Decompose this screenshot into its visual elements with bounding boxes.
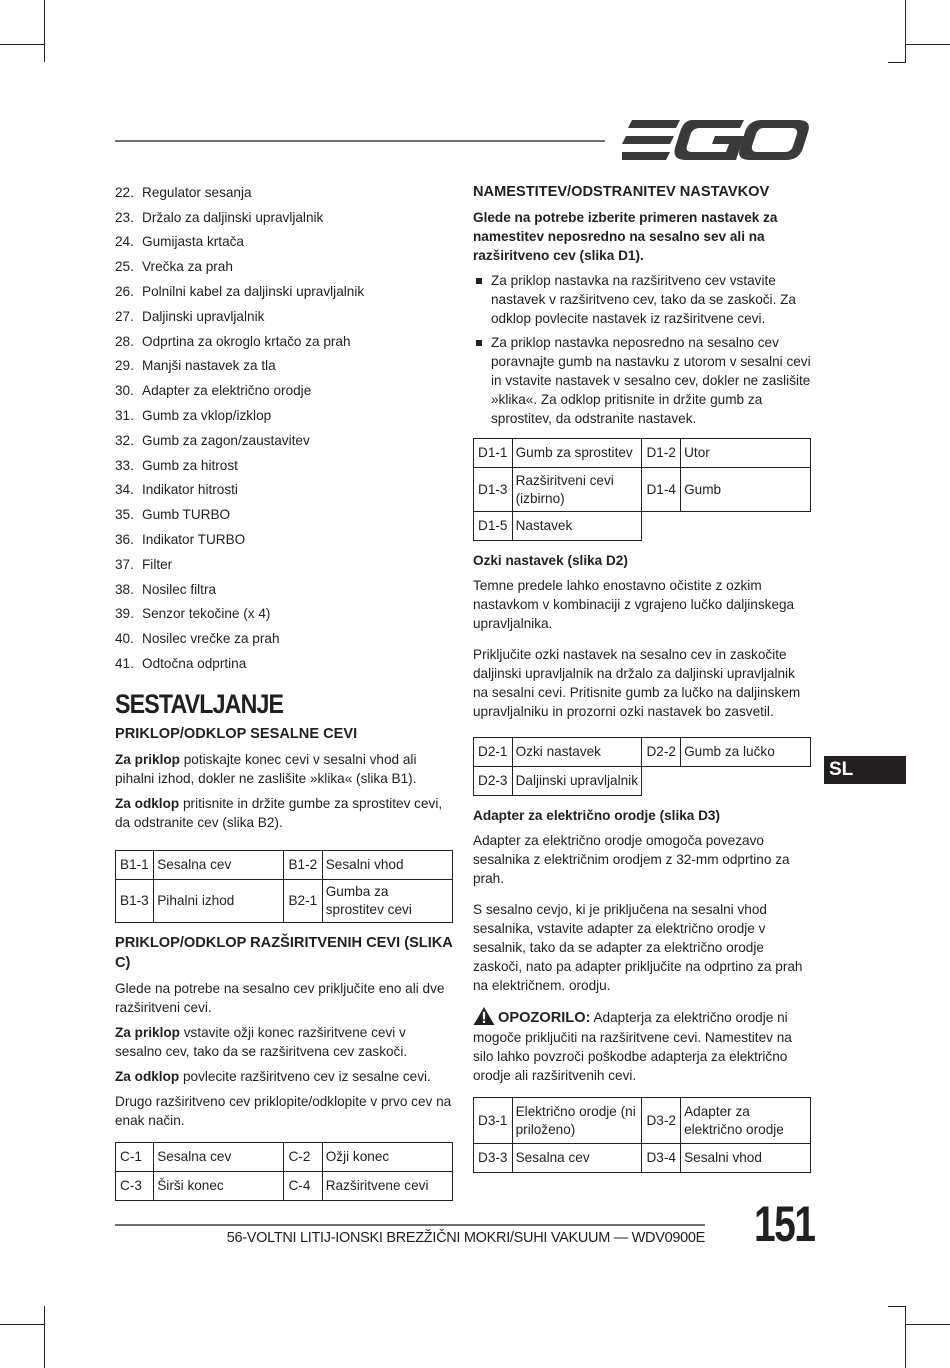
- list-item: 31. Gumb za vklop/izklop: [115, 408, 272, 424]
- list-item: 32. Gumb za zagon/zaustavitev: [115, 432, 310, 448]
- paragraph: Adapter za električno orodje omogoča povezavo sesalnika z električnim orodjem z 32-mm odprtino za prah.: [473, 833, 790, 886]
- paragraph: Temne predele lahko enostavno očistite z ozkim nastavkom v kombinaciji z vgrajeno lučko daljinskega upravljalnika.: [473, 578, 795, 631]
- table-row: B1-1 Sesalna cev B1-2 Sesalni vhod: [116, 850, 453, 879]
- list-item: 37. Filter: [115, 556, 173, 572]
- crop-mark: [905, 1306, 906, 1368]
- table-row: D3-1 Električno orodje (ni priloženo) D3-2 Adapter za električno orodje: [474, 1098, 811, 1144]
- footer-title: 56-VOLTNI LITIJ-IONSKI BREZŽIČNI MOKRI/SUHI VAKUUM — WDV0900E: [226, 1230, 705, 1246]
- table-d3: [473, 1097, 811, 1173]
- paragraph: Priključite ozki nastavek na sesalno cev in zaskočite daljinski upravljalnik na držalo za daljinski upravljalnik na sesalni cevi. Pritisnite gumb za lučko na daljinskem upravljalniku in prozorni ozki nastavek bo zasvetil.: [473, 647, 801, 719]
- table-d2: [473, 737, 811, 796]
- list-item: 40. Nosilec vrečke za prah: [115, 631, 280, 647]
- right-column: [473, 180, 813, 1183]
- extension-heading: PRIKLOP/ODKLOP RAZŠIRITVENIH CEVI (SLIKA C): [115, 934, 453, 971]
- paragraph: Za odklop pritisnite in držite gumbe za sprostitev cevi, da odstranite cev (slika B2).: [115, 795, 443, 830]
- left-column: [115, 180, 455, 1211]
- footer-rule: [115, 1224, 705, 1226]
- crop-mark: [906, 1324, 950, 1325]
- crop-mark: [0, 44, 44, 45]
- hose-heading: PRIKLOP/ODKLOP SESALNE CEVI: [115, 725, 358, 742]
- table-c: [115, 1142, 453, 1201]
- bullet-item: Za priklop nastavka na razširitveno cev vstavite nastavek v razširitveno cev, tako da se zaskoči. Za odklop povlecite nastavek iz razširitvene cevi.: [473, 271, 813, 328]
- table-d1: [473, 438, 811, 541]
- crop-mark: [905, 0, 906, 62]
- list-item: 24. Gumijasta krtača: [115, 234, 244, 250]
- table-row: C-1 Sesalna cev C-2 Ožji konec: [116, 1142, 453, 1171]
- paragraph: Glede na potrebe izberite primeren nastavek za namestitev neposredno na sesalno sev ali na razširitveno cev (slika D1).: [473, 210, 778, 263]
- list-item: 30. Adapter za električno orodje: [115, 383, 312, 399]
- list-item: 26. Polnilni kabel za daljinski upravljalnik: [115, 284, 365, 300]
- language-tab: SL: [824, 756, 906, 784]
- crop-mark: [888, 1306, 906, 1307]
- adapter-heading: Adapter za električno orodje (slika D3): [473, 808, 721, 823]
- list-item: 39. Senzor tekočine (x 4): [115, 606, 271, 622]
- list-item: 34. Indikator hitrosti: [115, 482, 238, 498]
- parts-list: [115, 180, 455, 676]
- list-item: 28. Odprtina za okroglo krtačo za prah: [115, 333, 351, 349]
- bullet-item: Za priklop nastavka neposredno na sesalno cev poravnajte gumb na nastavku z utorom v sesalni cevi in vstavite nastavek v sesalno cev, dokler ne zaslišite »klika«. Za odklop pritisnite in držite gumb za sprostitev, da odstranite nastavek.: [473, 333, 813, 428]
- paragraph: Za odklop povlecite razširitveno cev iz sesalne cevi.: [115, 1068, 431, 1084]
- table-b: [115, 850, 453, 923]
- warning-paragraph: OPOZORILO: Adapterja za električno orodje ni mogoče priključiti na razširitvene cevi. Namestitev na silo lahko povzroči poškodbe adapterja za električno orodje ali razširitvenih cevi.: [473, 1007, 813, 1085]
- ego-logo: [622, 118, 810, 162]
- crevice-heading: Ozki nastavek (slika D2): [473, 553, 628, 568]
- list-item: 22. Regulator sesanja: [115, 184, 252, 200]
- list-item: 36. Indikator TURBO: [115, 532, 246, 548]
- page-number: 151: [754, 1196, 815, 1252]
- crop-mark: [44, 0, 45, 62]
- table-row: D2-1 Ozki nastavek D2-2 Gumb za lučko: [474, 738, 811, 767]
- bullet-list: [473, 271, 813, 428]
- section-title: SESTAVLJANJE: [115, 688, 284, 719]
- warning-icon: [473, 1007, 495, 1025]
- list-item: 33. Gumb za hitrost: [115, 457, 238, 473]
- attachments-heading: NAMESTITEV/ODSTRANITEV NASTAVKOV: [473, 184, 770, 200]
- list-item: 23. Držalo za daljinski upravljalnik: [115, 209, 324, 225]
- paragraph: Drugo razširitveno cev priklopite/odklopite v prvo cev na enak način.: [115, 1093, 452, 1128]
- crop-mark: [44, 1306, 45, 1368]
- list-item: 35. Gumb TURBO: [115, 507, 231, 523]
- crop-mark: [0, 1324, 44, 1325]
- list-item: 41. Odtočna odprtina: [115, 656, 247, 672]
- list-item: 27. Daljinski upravljalnik: [115, 308, 265, 324]
- paragraph: Za priklop potiskajte konec cevi v sesalni vhod ali pihalni izhod, dokler ne zaslišite »klika« (slika B1).: [115, 751, 417, 786]
- header-rule: [115, 140, 605, 142]
- crop-mark: [888, 62, 906, 63]
- paragraph: Glede na potrebe na sesalno cev priključite eno ali dve razširitveni cevi.: [115, 980, 445, 1015]
- table-row: C-3 Širši konec C-4 Razširitvene cevi: [116, 1171, 453, 1200]
- paragraph: S sesalno cevjo, ki je priključena na sesalni vhod sesalnika, vstavite adapter za električno orodje v sesalnik, tako da se adapter za električno orodje zaskoči, nato pa adapter priključite na odprtino za prah na električnem. orodju.: [473, 902, 803, 993]
- crop-mark: [906, 44, 950, 45]
- paragraph: Za priklop vstavite ožji konec razširitvene cevi v sesalno cev, tako da se razširitvena cev zaskoči.: [115, 1024, 408, 1059]
- table-row: D1-5 Nastavek: [474, 512, 811, 541]
- list-item: 38. Nosilec filtra: [115, 581, 217, 597]
- table-row: D1-3 Razširitveni cevi (izbirno) D1-4 Gumb: [474, 468, 811, 512]
- table-row: B1-3 Pihalni izhod B2-1 Gumba za sprostitev cevi: [116, 879, 453, 922]
- table-row: D2-3 Daljinski upravljalnik: [474, 767, 811, 796]
- list-item: 29. Manjši nastavek za tla: [115, 358, 276, 374]
- table-row: D3-3 Sesalna cev D3-4 Sesalni vhod: [474, 1144, 811, 1173]
- list-item: 25. Vrečka za prah: [115, 259, 233, 275]
- table-row: D1-1 Gumb za sprostitev D1-2 Utor: [474, 439, 811, 468]
